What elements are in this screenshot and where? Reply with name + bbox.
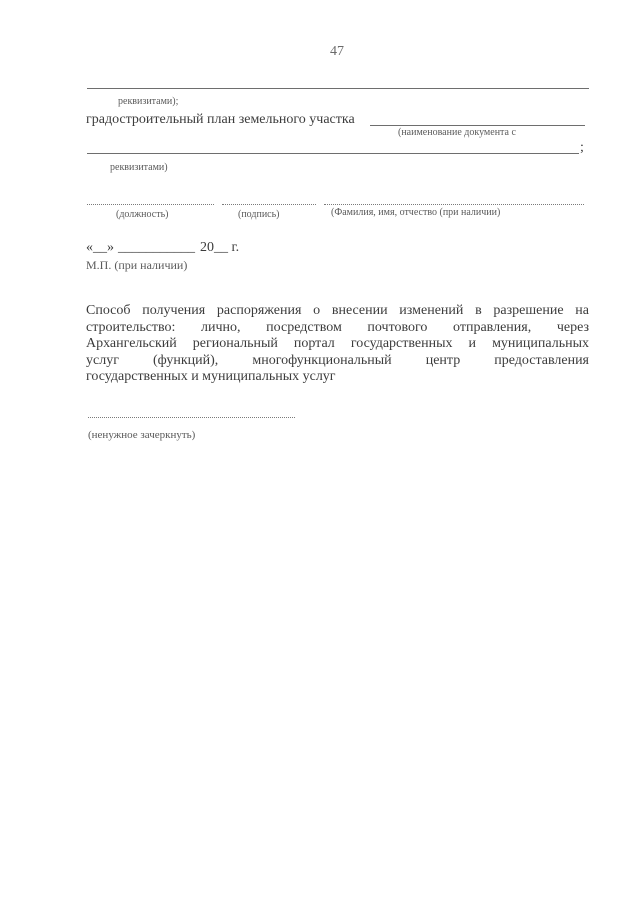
signature-caption: (подпись) [238,209,280,220]
gradplan-label: градостроительный план земельного участка [86,112,355,127]
date-year: 20__ г. [200,240,240,255]
fullname-line [324,204,584,205]
rekvizity-caption-top: реквизитами); [118,96,179,107]
method-line-3: Архангельский региональный портал государственных и муниципальных [86,336,589,351]
doc-name-caption: (наименование документа с [398,127,516,138]
page-number: 47 [330,44,344,59]
strike-note: (ненужное зачеркнуть) [88,429,196,441]
rekvizity-caption: реквизитами) [110,162,168,173]
blank-line-2 [87,153,579,154]
fullname-caption: (Фамилия, имя, отчество (при наличии) [331,207,501,218]
date-quote: «__» [86,240,114,255]
signature-line [222,204,316,205]
stamp-note: М.П. (при наличии) [86,258,188,272]
position-caption: (должность) [116,209,169,220]
method-line-2: строительство: лично, посредством почтового отправления, через [86,319,589,335]
semicolon: ; [580,140,584,155]
blank-line-1 [87,88,589,89]
choice-line [88,417,295,418]
method-paragraph [86,303,589,386]
position-line [87,204,214,205]
date-blank: ___________ [118,240,195,255]
method-line-4: услуг (функций), многофункциональный центр предоставления [86,352,589,368]
method-line-1: Способ получения распоряжения о внесении изменений в разрешение на [86,303,589,318]
gradplan-blank-line [370,125,585,126]
method-line-5: государственных и муниципальных услуг [86,369,336,384]
